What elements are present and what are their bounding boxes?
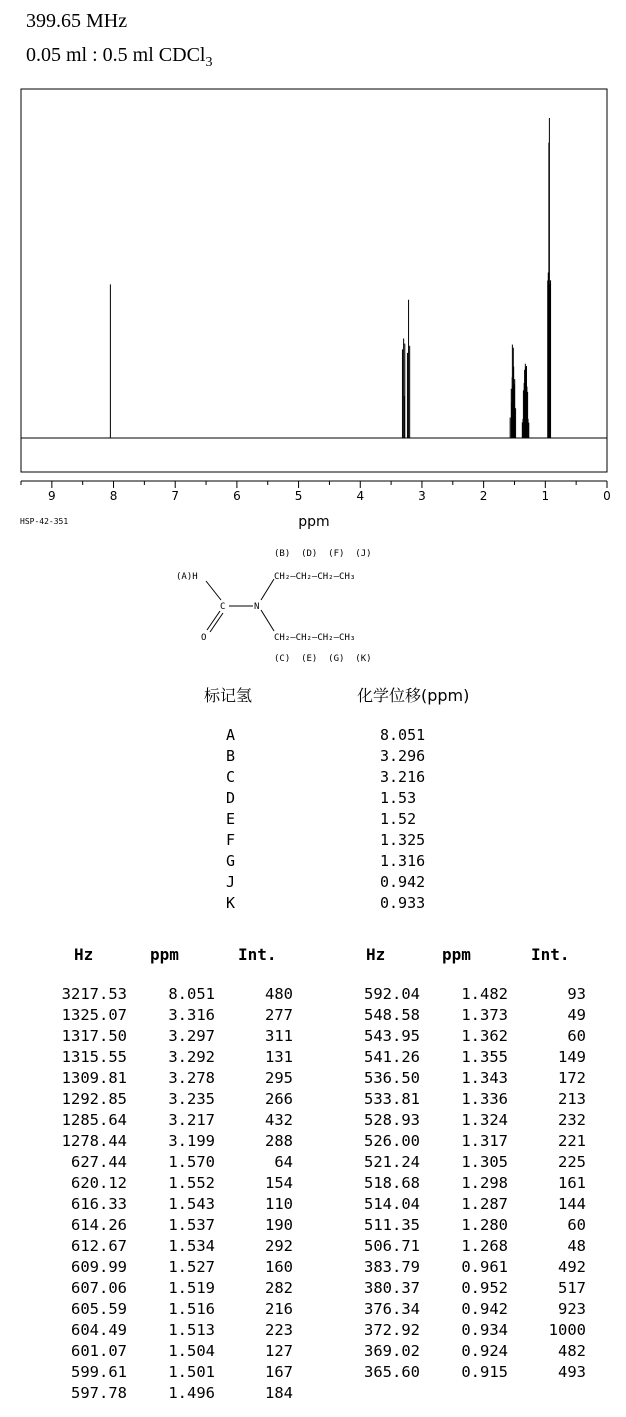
peak-table-cell: 190 <box>265 1216 293 1234</box>
peak-table-cell: 172 <box>558 1069 586 1087</box>
peak-table-cell: 1.362 <box>461 1027 508 1045</box>
peak-table-cell: 1.355 <box>461 1048 508 1066</box>
peak-table-cell: 3.278 <box>168 1069 215 1087</box>
peak-table-cell: 533.81 <box>364 1090 420 1108</box>
peak-table-cell: 923 <box>558 1300 586 1318</box>
peak-table-cell: 605.59 <box>71 1300 127 1318</box>
peak-table-cell: 3.292 <box>168 1048 215 1066</box>
peak-table-cell: 295 <box>265 1069 293 1087</box>
peak-table-cell: 604.49 <box>71 1321 127 1339</box>
x-axis-label: ppm <box>298 514 330 530</box>
shift-label-header: 标记氢 <box>204 686 253 705</box>
peak-table-cell: 149 <box>558 1048 586 1066</box>
peak-table-cell: 482 <box>558 1342 586 1360</box>
x-tick-label: 8 <box>109 489 118 503</box>
peak-table-cell: 3.199 <box>168 1132 215 1150</box>
peak-table-cell: 514.04 <box>364 1195 420 1213</box>
peak-table-cell: 0.952 <box>461 1279 508 1297</box>
peak-table-cell: 1285.64 <box>61 1111 127 1129</box>
peak-table-cell: 1292.85 <box>61 1090 127 1108</box>
peak-table-cell: 216 <box>265 1300 293 1318</box>
shift-row-label: A <box>226 726 236 744</box>
peak-table-cell: 383.79 <box>364 1258 420 1276</box>
structure-bottom-chain: CH₂—CH₂—CH₂—CH₃ <box>274 633 356 643</box>
peak-table-cell: 1309.81 <box>61 1069 127 1087</box>
peak-table-cell: 232 <box>558 1111 586 1129</box>
peak-table-cell: 49 <box>567 1006 586 1024</box>
peak-table-cell: 1.516 <box>168 1300 215 1318</box>
x-tick-label: 1 <box>541 489 550 503</box>
peak-table-cell: 599.61 <box>71 1363 127 1381</box>
peak-header-int-right: Int. <box>531 945 570 964</box>
peak-table-cell: 1.317 <box>461 1132 508 1150</box>
peak-table-cell: 1.305 <box>461 1153 508 1171</box>
x-axis-ticks <box>21 481 611 503</box>
peak-table-cell: 1325.07 <box>61 1006 127 1024</box>
peak-table-cell: 3.235 <box>168 1090 215 1108</box>
peak-table-cell: 492 <box>558 1258 586 1276</box>
peak-table-cell: 1.527 <box>168 1258 215 1276</box>
peak-table-cell: 0.934 <box>461 1321 508 1339</box>
shift-row-label: F <box>226 831 236 849</box>
shift-row-value: 3.216 <box>380 768 426 786</box>
shift-row-value: 3.296 <box>380 747 426 765</box>
peak-table-cell: 620.12 <box>71 1174 127 1192</box>
peak-table-cell: 48 <box>567 1237 586 1255</box>
bond-n-bottom <box>261 610 274 631</box>
peak-table-cell: 506.71 <box>364 1237 420 1255</box>
peak-table-cell: 292 <box>265 1237 293 1255</box>
x-tick-label: 9 <box>48 489 56 503</box>
peak-table-cell: 1.534 <box>168 1237 215 1255</box>
peak-table-cell: 3217.53 <box>61 985 127 1003</box>
shift-row-value: 1.325 <box>380 831 426 849</box>
peak-table-cell: 1.570 <box>168 1153 215 1171</box>
peak-table-cell: 266 <box>265 1090 293 1108</box>
peak-table-cell: 93 <box>567 985 586 1003</box>
peak-table-cell: 518.68 <box>364 1174 420 1192</box>
shift-row-label: C <box>226 768 236 786</box>
peak-table-cell: 607.06 <box>71 1279 127 1297</box>
peak-table-cell: 1.343 <box>461 1069 508 1087</box>
shift-row-value: 1.53 <box>380 789 417 807</box>
peak-table-cell: 277 <box>265 1006 293 1024</box>
peak-table-cell: 541.26 <box>364 1048 420 1066</box>
peak-table-cell: 60 <box>567 1027 586 1045</box>
peak-table-cell: 221 <box>558 1132 586 1150</box>
peak-table-cell: 609.99 <box>71 1258 127 1276</box>
peak-table-cell: 380.37 <box>364 1279 420 1297</box>
peak-table-cell: 536.50 <box>364 1069 420 1087</box>
x-tick-label: 3 <box>418 489 426 503</box>
peak-table-cell: 521.24 <box>364 1153 420 1171</box>
x-tick-label: 2 <box>479 489 488 503</box>
peak-table-cell: 614.26 <box>71 1216 127 1234</box>
peak-table-cell: 1278.44 <box>61 1132 127 1150</box>
peak-table-cell: 1.268 <box>461 1237 508 1255</box>
peak-header-hz-right: Hz <box>366 945 386 964</box>
peak-table-cell: 365.60 <box>364 1363 420 1381</box>
peak-table-cell: 213 <box>558 1090 586 1108</box>
peak-table-cell: 1317.50 <box>61 1027 127 1045</box>
peak-table-cell: 597.78 <box>71 1384 127 1402</box>
peak-table-cell: 526.00 <box>364 1132 420 1150</box>
shift-row-label: G <box>226 852 236 870</box>
structure-top-chain: CH₂—CH₂—CH₂—CH₃ <box>274 572 356 582</box>
x-tick-label: 6 <box>233 489 241 503</box>
shift-row-label: E <box>226 810 236 828</box>
bond-h-c <box>206 581 221 600</box>
shift-row-label: B <box>226 747 236 765</box>
peak-table-cell: 432 <box>265 1111 293 1129</box>
peak-table-cell: 1.280 <box>461 1216 508 1234</box>
peak-table-cell: 282 <box>265 1279 293 1297</box>
plot-frame <box>21 89 607 472</box>
peak-table-cell: 528.93 <box>364 1111 420 1129</box>
peak-table-cell: 376.34 <box>364 1300 420 1318</box>
x-tick-label: 5 <box>294 489 303 503</box>
peak-lines <box>110 118 550 438</box>
peak-table-cell: 592.04 <box>364 985 420 1003</box>
peak-table-cell: 1000 <box>548 1321 586 1339</box>
shift-row-value: 1.316 <box>380 852 426 870</box>
peak-header-ppm-right: ppm <box>442 945 471 964</box>
peak-table-cell: 144 <box>558 1195 586 1213</box>
peak-table-cell: 517 <box>558 1279 586 1297</box>
peak-table-cell: 311 <box>265 1027 293 1045</box>
shift-row-label: J <box>226 873 236 891</box>
peak-table-cell: 1.504 <box>168 1342 215 1360</box>
peak-table-cell: 612.67 <box>71 1237 127 1255</box>
shift-row-label: K <box>226 894 236 912</box>
peak-table-cell: 1.519 <box>168 1279 215 1297</box>
x-tick-label: 0 <box>603 489 611 503</box>
peak-table-cell: 372.92 <box>364 1321 420 1339</box>
shift-row-value: 1.52 <box>380 810 417 828</box>
peak-table-cell: 543.95 <box>364 1027 420 1045</box>
peak-table-cell: 223 <box>265 1321 293 1339</box>
nmr-spectrum-chart <box>0 0 626 540</box>
shift-value-header: 化学位移(ppm) <box>357 686 470 705</box>
peak-table-cell: 369.02 <box>364 1342 420 1360</box>
peak-table-cell: 1.287 <box>461 1195 508 1213</box>
structure-nitrogen: N <box>254 602 260 612</box>
peak-header-int-left: Int. <box>238 945 277 964</box>
peak-header-ppm-left: ppm <box>150 945 179 964</box>
peak-table-cell: 0.961 <box>461 1258 508 1276</box>
peak-table-cell: 1.496 <box>168 1384 215 1402</box>
peak-header-hz-left: Hz <box>74 945 94 964</box>
peak-table-cell: 1315.55 <box>61 1048 127 1066</box>
peak-table-cell: 0.924 <box>461 1342 508 1360</box>
structure-bottom-labels: (C) (E) (G) (K) <box>274 654 372 664</box>
peak-table-cell: 1.501 <box>168 1363 215 1381</box>
peak-table-cell: 627.44 <box>71 1153 127 1171</box>
peak-table-cell: 167 <box>265 1363 293 1381</box>
shift-row-value: 0.933 <box>380 894 426 912</box>
peak-table-cell: 154 <box>265 1174 293 1192</box>
x-tick-label: 4 <box>356 489 365 503</box>
peak-table-cell: 1.482 <box>461 985 508 1003</box>
peak-table-cell: 3.297 <box>168 1027 215 1045</box>
solvent-subscript: 3 <box>205 55 213 70</box>
peak-table-cell: 3.316 <box>168 1006 215 1024</box>
peak-table-cell: 548.58 <box>364 1006 420 1024</box>
x-tick-label: 7 <box>171 489 180 503</box>
peak-table-cell: 1.543 <box>168 1195 215 1213</box>
peak-table-cell: 0.942 <box>461 1300 508 1318</box>
structure-h-label: (A)H <box>176 572 198 582</box>
shift-row-value: 0.942 <box>380 873 426 891</box>
peak-table-cell: 616.33 <box>71 1195 127 1213</box>
peak-table-cell: 1.513 <box>168 1321 215 1339</box>
shift-row-value: 8.051 <box>380 726 426 744</box>
structure-top-labels: (B) (D) (F) (J) <box>274 549 372 559</box>
peak-table-cell: 127 <box>265 1342 293 1360</box>
spectrometer-frequency: 399.65 MHz <box>26 10 128 32</box>
peak-table-cell: 1.373 <box>461 1006 508 1024</box>
peak-table-cell: 601.07 <box>71 1342 127 1360</box>
peak-table-cell: 131 <box>265 1048 293 1066</box>
peak-table-cell: 493 <box>558 1363 586 1381</box>
peak-table-cell: 0.915 <box>461 1363 508 1381</box>
peak-table-cell: 161 <box>558 1174 586 1192</box>
peak-table-cell: 1.324 <box>461 1111 508 1129</box>
peak-table-cell: 110 <box>265 1195 293 1213</box>
peak-table-cell: 511.35 <box>364 1216 420 1234</box>
peak-table-cell: 64 <box>274 1153 293 1171</box>
peak-table-cell: 160 <box>265 1258 293 1276</box>
peak-table-cell: 225 <box>558 1153 586 1171</box>
peak-table-cell: 3.217 <box>168 1111 215 1129</box>
peak-table-cell: 288 <box>265 1132 293 1150</box>
bond-n-top <box>261 579 274 600</box>
peak-table-cell: 184 <box>265 1384 293 1402</box>
peak-table-cell: 60 <box>567 1216 586 1234</box>
peak-table-cell: 1.537 <box>168 1216 215 1234</box>
shift-row-label: D <box>226 789 236 807</box>
peak-table-cell: 1.552 <box>168 1174 215 1192</box>
molecular-structure <box>168 544 428 669</box>
solvent-prefix: 0.05 ml : 0.5 ml CDCl <box>26 44 206 66</box>
structure-carbon: C <box>220 602 226 612</box>
peak-table-cell: 1.298 <box>461 1174 508 1192</box>
peak-table-cell: 1.336 <box>461 1090 508 1108</box>
structure-oxygen: O <box>201 633 207 643</box>
sample-id: HSP-42-351 <box>20 517 69 526</box>
peak-table-cell: 480 <box>265 985 293 1003</box>
peak-table-cell: 8.051 <box>168 985 215 1003</box>
